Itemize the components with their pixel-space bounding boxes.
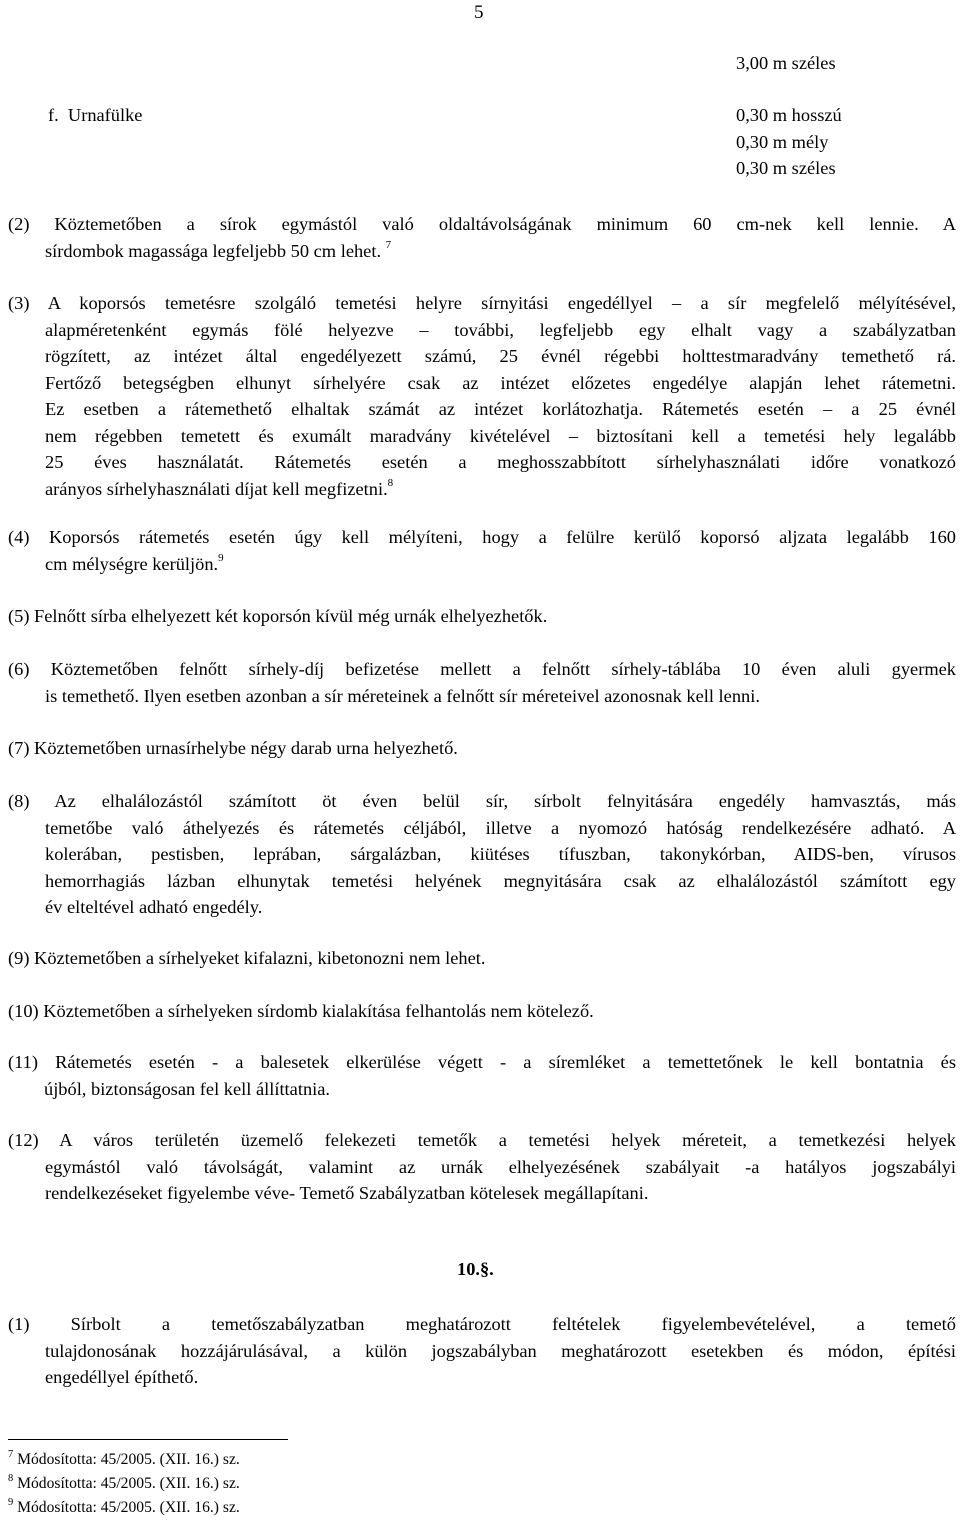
text-line: (1) Sírbolt a temetőszabályzatban meghatározott feltételek figyelembevételével, a temető: [8, 1314, 956, 1334]
text-line: engedéllyel építhető.: [45, 1367, 199, 1387]
footnote-ref: 8: [387, 476, 394, 489]
footnote: $^7$ Módosította: 45/2005. (XII. 16.) sz.: [8, 1449, 240, 1468]
paragraph-6: [8, 656, 956, 709]
text-line: Ez esetben a rátemethető elhaltak számát az intézet korlátozhatja. Rátemetés esetén – a 25 évnél: [45, 399, 956, 419]
text-line: 25 éves használatát. Rátemetés esetén a meghosszabbított sírhelyhasználati időre vonatkozó: [45, 452, 956, 472]
text-line: (10) Köztemetőben a sírhelyeken sírdomb kialakítása felhantolás nem kötelező.: [8, 1001, 594, 1021]
text-line: is temethető. Ilyen esetben azonban a sír méreteinek a felnőtt sír méreteivel azonosnak kell lenni.: [45, 685, 760, 706]
footnote: $^8$ Módosította: 45/2005. (XII. 16.) sz.: [8, 1473, 240, 1492]
text-line: (9) Köztemetőben a sírhelyeket kifalazni, kibetonozni nem lehet.: [8, 948, 486, 968]
text-line: egymástól való távolságát, valamint az urnák elhelyezésének szabályait -a hatályos jogszabályi: [45, 1156, 956, 1177]
text-line: (8) Az elhalálozástól számított öt éven belül sír, sírbolt felnyitására engedély hamvasztás, más: [8, 791, 956, 811]
paragraph-7: [8, 735, 956, 762]
page-number: 5: [474, 2, 484, 23]
text-line: sírdombok magassága legfeljebb 50 cm lehet. $^7$: [45, 238, 392, 261]
text-line: (4) Koporsós rátemetés esetén úgy kell mélyíteni, hogy a felülre kerülő koporsó aljzata legalább 160: [8, 527, 956, 547]
urnafulke-length: 0,30 m hosszú: [736, 105, 842, 125]
text-line: (12) A város területén üzemelő felekezeti temetők a temetési helyek méreteit, a temetkezési helyek: [8, 1130, 956, 1150]
footnote-ref: 7: [385, 238, 392, 251]
text-line: Fertőző betegségben elhunyt sírhelyére csak az intézet előzetes engedélye alapján lehet rátemetni.: [45, 372, 956, 393]
text-line: (6) Köztemetőben felnőtt sírhely-díj befizetése mellett a felnőtt sírhely-táblába 10 éven aluli gyermek: [8, 659, 956, 679]
text-line: (5) Felnőtt sírba elhelyezett két koporsón kívül még urnák elhelyezhetők.: [8, 606, 548, 626]
text-line: rögzített, az intézet által engedélyezett számú, 25 évnél régebbi holttestmaradvány temethető rá.: [45, 346, 956, 366]
text-line: hemorrhagiás lázban elhunytak temetési helyének megnyitására csak az elhalálozástól számított egy: [45, 870, 956, 891]
paragraph-9: [8, 945, 956, 972]
section-10-paragraph-1: [8, 1311, 956, 1391]
paragraph-12: [8, 1127, 956, 1207]
text-line: alapméretenként egymás fölé helyezve – további, legfeljebb egy elhalt vagy a szabályzatban: [45, 319, 956, 340]
text-line: (2) Köztemetőben a sírok egymástól való oldaltávolságának minimum 60 cm-nek kell lennie. A: [8, 214, 956, 234]
paragraph-5: [8, 603, 956, 630]
table-top-value: 3,00 m széles: [736, 53, 836, 73]
paragraph-8: [8, 788, 956, 921]
urnafulke-depth: 0,30 m mély: [736, 132, 829, 152]
text-line: (3) A koporsós temetésre szolgáló temetési helyre sírnyitási engedéllyel – a sír megfelelő mélyítésével,: [8, 293, 956, 313]
footnote: $^9$ Módosította: 45/2005. (XII. 16.) sz.: [8, 1497, 240, 1516]
urnafulke-label: f. Urnafülke: [48, 105, 143, 125]
text-line: tulajdonosának hozzájárulásával, a külön jogszabályban meghatározott esetekben és módon, építési: [45, 1340, 956, 1361]
text-line: (7) Köztemetőben urnasírhelybe négy darab urna helyezhető.: [8, 738, 458, 758]
paragraph-2: [8, 211, 956, 267]
text-line: nem régebben temetett és exumált maradvány kivételével – biztosítani kell a temetési hely legalább: [45, 425, 956, 446]
paragraph-11: [8, 1049, 956, 1102]
text-line: rendelkezéseket figyelembe véve- Temető Szabályzatban kötelesek megállapítani.: [45, 1183, 649, 1203]
urnafulke-width: 0,30 m széles: [736, 158, 836, 178]
text-line: temetőbe való áthelyezés és rátemetés céljából, illetve a nyomozó hatóság rendelkezésére adható. A: [45, 817, 956, 838]
paragraph-4: [8, 524, 956, 580]
footnote-ref: 9: [218, 551, 224, 564]
text-line: újból, biztonságosan fel kell állíttatnia.: [44, 1078, 331, 1099]
text-line: cm mélységre kerüljön.$^9$: [45, 551, 224, 574]
paragraph-10: [8, 998, 956, 1025]
footnote-separator: [8, 1439, 288, 1440]
section-heading: 10.§.: [457, 1259, 494, 1279]
text-line: kolerában, pestisben, leprában, sárgalázban, kiütéses tífuszban, takonykórban, AIDS-ben, vírusos: [45, 844, 956, 864]
text-line: arányos sírhelyhasználati díjat kell megfizetni.$^8$: [45, 476, 394, 499]
text-line: (11) Rátemetés esetén - a balesetek elkerülése végett - a síremléket a temettetőnek le kell bontatnia és: [8, 1052, 956, 1072]
text-line: év elteltével adható engedély.: [45, 897, 263, 917]
paragraph-3: [8, 290, 956, 505]
